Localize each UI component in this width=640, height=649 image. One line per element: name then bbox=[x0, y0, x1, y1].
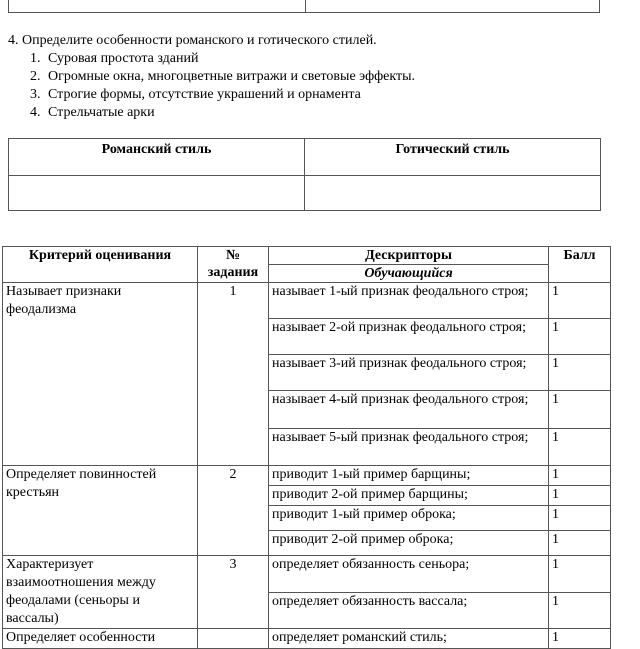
score-cell: 1 bbox=[549, 592, 611, 629]
criterion-header: Критерий оценивания bbox=[3, 247, 198, 283]
list-number: 3. bbox=[30, 87, 41, 102]
score-cell: 1 bbox=[549, 283, 611, 319]
student-subheader: Обучающийся bbox=[269, 265, 549, 283]
list-text: Стрельчатые арки bbox=[48, 105, 155, 120]
list-text: Строгие формы, отсутствие украшений и орнамента bbox=[48, 87, 361, 102]
list-item bbox=[30, 50, 608, 68]
descriptor-cell: определяет обязанность сеньора; bbox=[269, 556, 549, 593]
list-number: 4. bbox=[30, 105, 41, 120]
romanesque-answer-cell[interactable] bbox=[9, 176, 305, 211]
criterion-cell: Характеризует взаимоотношения между феодалами (сеньоры и вассалы) bbox=[3, 556, 198, 629]
descriptors-header: Дескрипторы bbox=[269, 247, 549, 265]
table-row bbox=[3, 629, 611, 649]
list-number: 2. bbox=[30, 69, 41, 84]
descriptor-cell: называет 1-ый признак феодального строя; bbox=[269, 283, 549, 319]
descriptor-cell: приводит 2-ой пример барщины; bbox=[269, 486, 549, 506]
gothic-answer-cell[interactable] bbox=[305, 176, 601, 211]
score-cell: 1 bbox=[549, 531, 611, 556]
score-cell: 1 bbox=[549, 319, 611, 355]
score-header: Балл bbox=[549, 247, 611, 283]
score-cell: 1 bbox=[549, 391, 611, 429]
score-cell: 1 bbox=[549, 506, 611, 531]
task-4 bbox=[8, 32, 608, 122]
score-cell: 1 bbox=[549, 429, 611, 466]
task-number-cell: 1 bbox=[198, 283, 269, 466]
list-item bbox=[30, 86, 608, 104]
criteria-table bbox=[2, 246, 611, 649]
score-cell: 1 bbox=[549, 355, 611, 391]
list-item bbox=[30, 68, 608, 86]
descriptor-cell: называет 2-ой признак феодального строя; bbox=[269, 319, 549, 355]
descriptor-cell: называет 3-ий признак феодального строя; bbox=[269, 355, 549, 391]
task-number-cell bbox=[198, 629, 269, 649]
list-number: 1. bbox=[30, 51, 41, 66]
list-text: Суровая простота зданий bbox=[48, 51, 199, 66]
table-row bbox=[3, 556, 611, 593]
task-number-cell: 2 bbox=[198, 466, 269, 556]
romanesque-header: Романский стиль bbox=[9, 139, 305, 176]
descriptor-cell: определяет обязанность вассала; bbox=[269, 592, 549, 629]
descriptor-cell: называет 4-ый признак феодального строя; bbox=[269, 391, 549, 429]
styles-answer-table bbox=[8, 138, 601, 211]
descriptor-cell: приводит 2-ой пример оброка; bbox=[269, 531, 549, 556]
descriptor-cell: приводит 1-ый пример оброка; bbox=[269, 506, 549, 531]
descriptor-cell: называет 5-ый признак феодального строя; bbox=[269, 429, 549, 466]
table-divider bbox=[305, 0, 306, 12]
task-number-header: № задания bbox=[198, 247, 269, 283]
previous-table-fragment bbox=[8, 0, 600, 13]
table-row bbox=[3, 283, 611, 319]
task-number-cell: 3 bbox=[198, 556, 269, 629]
score-cell: 1 bbox=[549, 466, 611, 486]
table-row bbox=[3, 466, 611, 486]
criterion-cell: Определяет повинностей крестьян bbox=[3, 466, 198, 556]
descriptor-cell: определяет романский стиль; bbox=[269, 629, 549, 649]
task-options bbox=[8, 50, 608, 122]
list-text: Огромные окна, многоцветные витражи и световые эффекты. bbox=[48, 69, 416, 84]
list-item bbox=[30, 104, 608, 122]
gothic-header: Готический стиль bbox=[305, 139, 601, 176]
score-cell: 1 bbox=[549, 556, 611, 593]
criterion-cell: Называет признаки феодализма bbox=[3, 283, 198, 466]
criterion-cell: Определяет особенности bbox=[3, 629, 198, 649]
task-heading: 4. Определите особенности романского и готического стилей. bbox=[8, 33, 377, 48]
descriptor-cell: приводит 1-ый пример барщины; bbox=[269, 466, 549, 486]
score-cell: 1 bbox=[549, 629, 611, 649]
score-cell: 1 bbox=[549, 486, 611, 506]
